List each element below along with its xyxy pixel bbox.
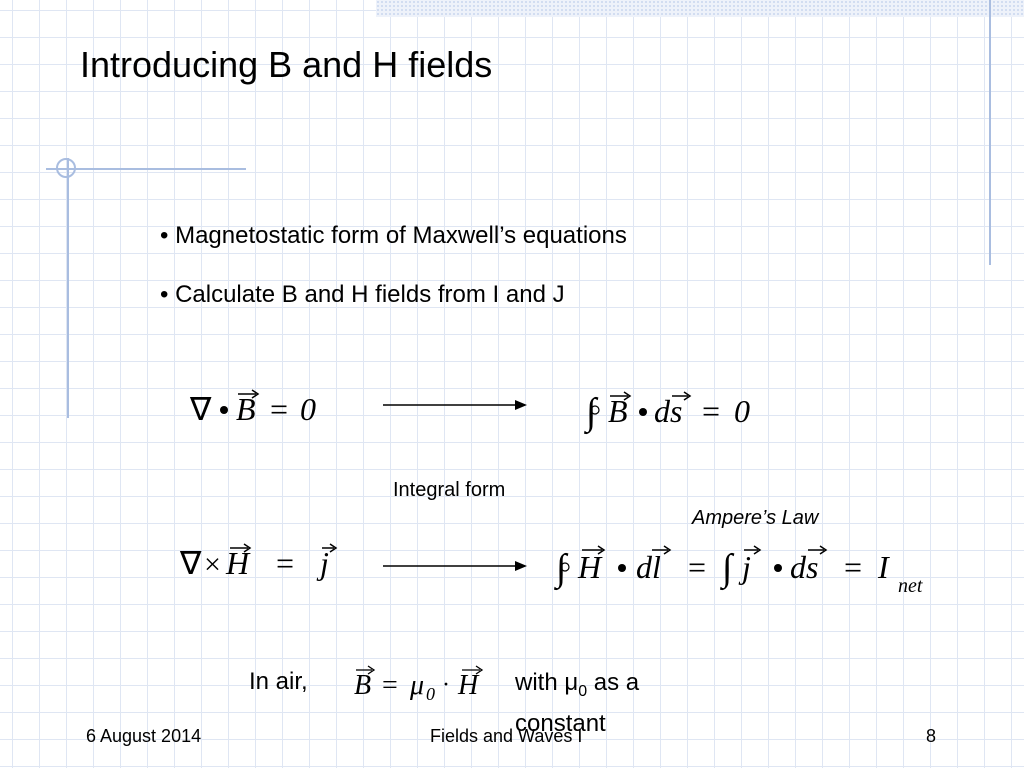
svg-text:B: B xyxy=(608,393,628,429)
svg-text:·: · xyxy=(442,672,450,698)
equation-div-b-graphic xyxy=(190,388,340,436)
svg-text:0: 0 xyxy=(300,391,316,427)
svg-text:=: = xyxy=(270,391,289,427)
equation-constitutive xyxy=(354,662,504,715)
svg-text:∇: ∇ xyxy=(180,545,202,581)
arrow-to-ampere xyxy=(383,558,533,574)
decorative-circle xyxy=(56,158,76,178)
svg-text:j: j xyxy=(742,549,751,585)
svg-text:=: = xyxy=(688,549,707,585)
equation-curl-h xyxy=(180,540,350,597)
amperes-law-label: Ampere’s Law xyxy=(692,507,819,529)
integral-form-label: Integral form xyxy=(393,479,506,501)
svg-text:∫: ∫ xyxy=(722,547,733,589)
arrow-to-integral-b xyxy=(383,397,533,413)
svg-text:I: I xyxy=(878,549,889,585)
equation-integral-b-graphic xyxy=(586,386,786,438)
svg-text:=: = xyxy=(702,393,721,429)
mu-subscript: 0 xyxy=(578,682,588,700)
footer-date: 6 August 2014 xyxy=(86,726,202,746)
svg-text:H: H xyxy=(226,545,250,581)
svg-text:μ: μ xyxy=(410,670,425,701)
with-prefix: with xyxy=(515,669,565,696)
svg-text:B: B xyxy=(354,670,372,701)
right-decorative-line xyxy=(989,0,991,265)
svg-text:H: H xyxy=(458,670,479,701)
equation-integral-b xyxy=(586,386,786,447)
in-air-label: In air, xyxy=(249,668,308,695)
svg-text:ds: ds xyxy=(654,393,683,429)
top-decorative-band xyxy=(376,0,1024,17)
equation-div-b xyxy=(190,388,340,445)
title-underline-decoration xyxy=(46,168,246,170)
footer-page-number: 8 xyxy=(926,726,937,746)
svg-text:=: = xyxy=(276,545,295,581)
with-suffix: as a constant xyxy=(515,669,640,737)
svg-text:∫: ∫ xyxy=(556,547,567,589)
mu-symbol: μ xyxy=(564,669,579,696)
svg-text:ds: ds xyxy=(790,549,819,585)
svg-text:0: 0 xyxy=(426,684,435,704)
svg-text:dl: dl xyxy=(636,549,661,585)
svg-text:B: B xyxy=(236,391,256,427)
equation-constitutive-graphic xyxy=(354,662,504,706)
bullet-maxwell: • Magnetostatic form of Maxwell’s equations xyxy=(160,222,627,249)
slide-title: Introducing B and H fields xyxy=(80,44,493,85)
footer-course: Fields and Waves I xyxy=(430,726,583,746)
equation-curl-h-graphic xyxy=(180,540,350,588)
svg-text:0: 0 xyxy=(734,393,750,429)
svg-text:j: j xyxy=(320,545,329,581)
svg-text:×: × xyxy=(204,548,221,581)
svg-text:H: H xyxy=(578,549,602,585)
equation-ampere-integral-graphic xyxy=(556,540,946,600)
left-decorative-line xyxy=(67,158,69,418)
svg-text:∇: ∇ xyxy=(190,391,212,427)
equation-ampere-integral xyxy=(556,540,946,609)
svg-text:=: = xyxy=(844,549,863,585)
svg-text:net: net xyxy=(898,575,923,597)
svg-text:∫: ∫ xyxy=(586,391,597,433)
bullet-calculate: • Calculate B and H fields from I and J xyxy=(160,281,565,308)
svg-text:=: = xyxy=(382,670,398,701)
